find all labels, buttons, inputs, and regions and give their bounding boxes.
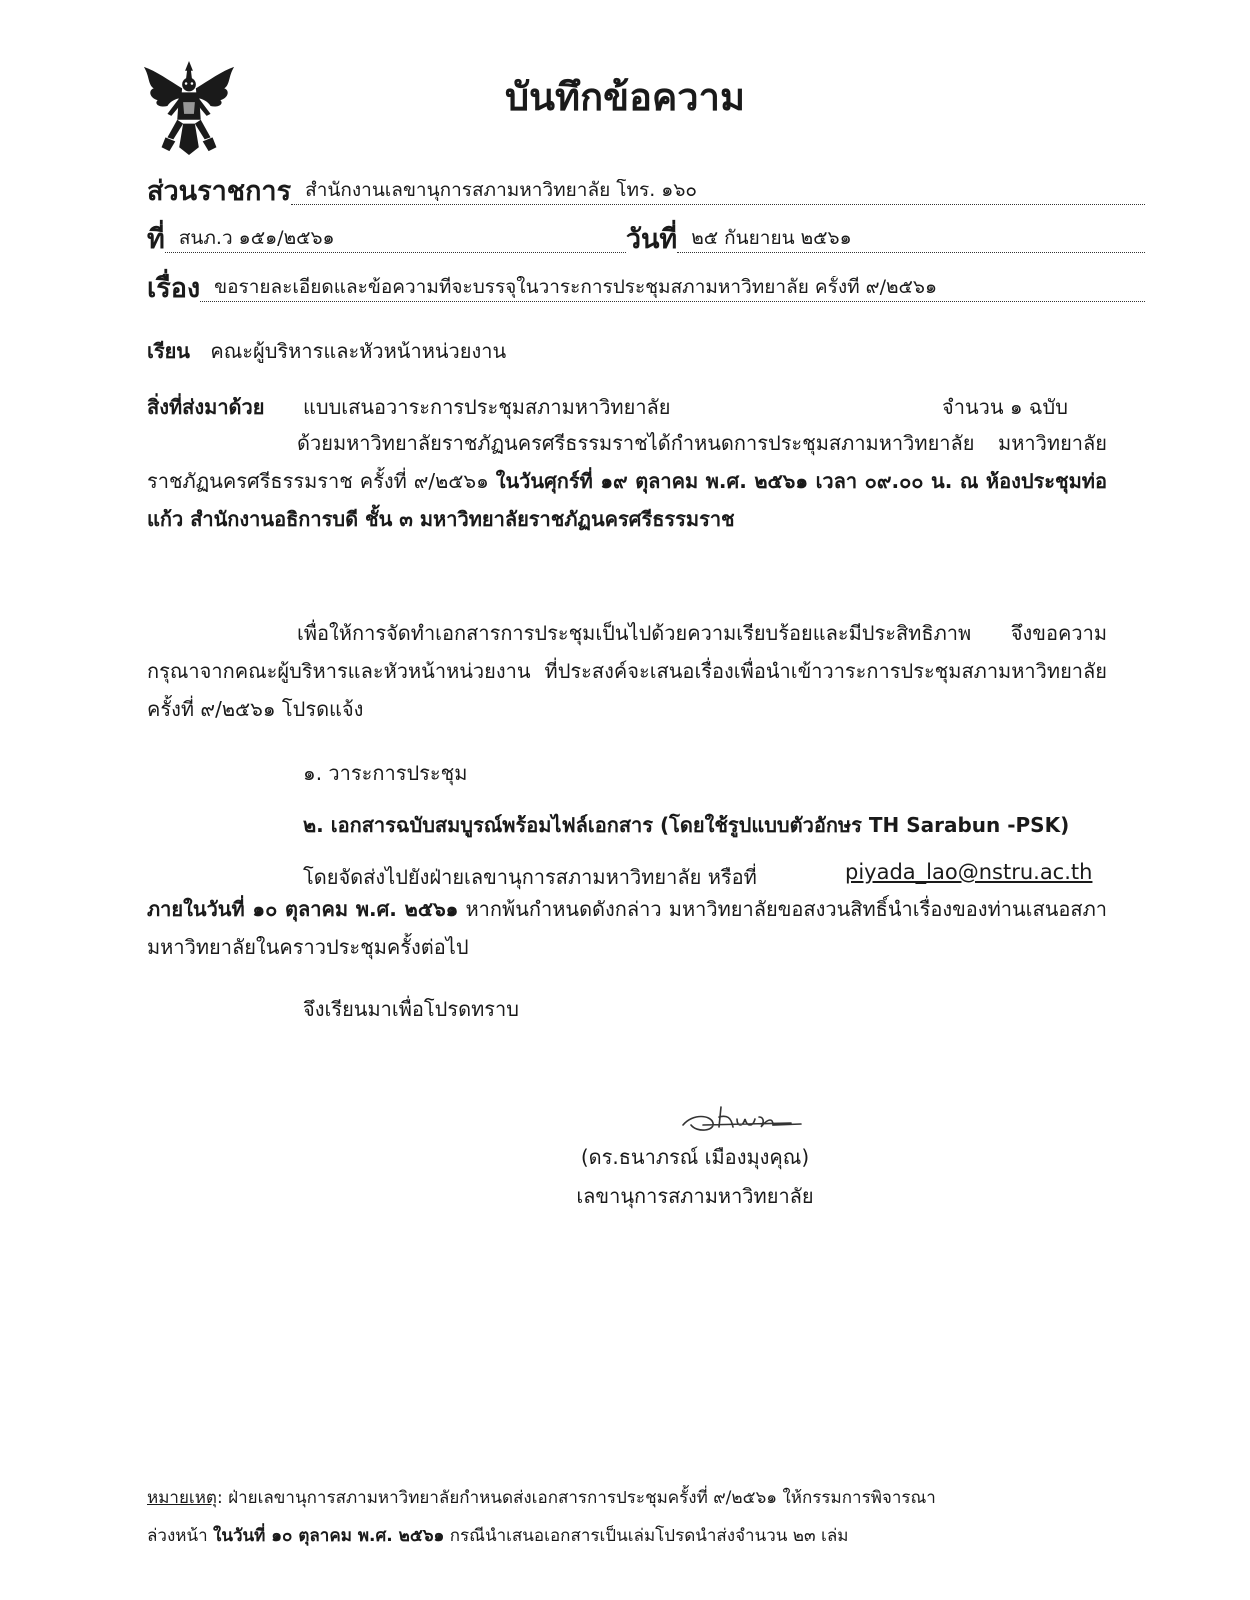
footnote-line1-text: : ฝ่ายเลขานุการสภามหาวิทยาลัยกำหนดส่งเอกสารการประชุมครั้งที่ ๙/๒๕๖๑ ให้กรรมการพิจารณา (216, 1488, 936, 1508)
salutation-label: เรียน (147, 339, 190, 363)
ref-label: ที่ (147, 224, 165, 255)
signatory-name: (ดร.ธนาภรณ์ เมืองมุงคุณ) (580, 1145, 810, 1169)
salutation-value: คณะผู้บริหารและหัวหน้าหน่วยงาน (210, 339, 507, 363)
email-link[interactable]: piyada_lao@nstru.ac.th (845, 860, 1093, 884)
list-item-2: ๒. เอกสารฉบับสมบูรณ์พร้อมไฟล์เอกสาร (โดยใช้รูปแบบตัวอักษร TH Sarabun -PSK) (303, 813, 1070, 837)
body-p1-bold: ในวันศุกร์ที่ ๑๙ ตุลาคม พ.ศ. ๒๕๖๑ เวลา ๐๙.๐๐ น. ณ ห้องประชุมท่อแก้ว สำนักงานอธิการบดี ชั้น ๓ มหาวิทยาลัยราชภัฏนครศรีธรรมราช (147, 469, 1107, 531)
signatory-position: เลขานุการสภามหาวิทยาลัย (576, 1184, 814, 1208)
subject-label: เรื่อง (147, 273, 201, 304)
body-p1-normal: ด้วยมหาวิทยาลัยราชภัฏนครศรีธรรมราชได้กำหนดการประชุมสภามหาวิทยาลัย มหาวิทยาลัยราชภัฏนครศรีธรรมราช ครั้งที่ ๙/๒๕๖๑ (147, 431, 1107, 493)
footnote-line2-rest: กรณีนำเสนอเอกสารเป็นเล่มโปรดนำส่งจำนวน ๒๓ เล่ม (444, 1526, 849, 1546)
subject-value: ขอรายละเอียดและข้อความที่จะบรรจุในวาระการประชุมสภามหาวิทยาลัย ครั้งที่ ๙/๒๕๖๑ (200, 276, 1145, 302)
agency-value: สำนักงานเลขานุการสภามหาวิทยาลัย โทร. ๑๖๐ (291, 179, 1145, 205)
salutation (147, 335, 506, 367)
body-paragraph-1 (147, 424, 1107, 538)
body-p3-prefix: โดยจัดส่งไปยังฝ่ายเลขานุการสภามหาวิทยาลัย หรือที่ (303, 865, 757, 889)
footnote-line-1 (147, 1484, 936, 1511)
handwritten-signature (673, 1095, 823, 1140)
enclosure-value: แบบเสนอวาระการประชุมสภามหาวิทยาลัย (303, 395, 671, 419)
ref-value: สนภ.ว ๑๕๑/๒๕๖๑ (165, 227, 626, 253)
footnote-line-2 (147, 1522, 848, 1549)
memo-title: บันทึกข้อความ (504, 75, 746, 119)
enclosure-label: สิ่งที่ส่งมาด้วย (147, 395, 265, 419)
subject-row (147, 275, 1145, 302)
body-p3-bold: ภายในวันที่ ๑๐ ตุลาคม พ.ศ. ๒๕๖๑ (147, 897, 459, 921)
list-item-1: ๑. วาระการประชุม (303, 761, 468, 785)
agency-label: ส่วนราชการ (147, 176, 292, 207)
footnote-label: หมายเหตุ (147, 1488, 217, 1508)
footnote-line2-bold: ในวันที่ ๑๐ ตุลาคม พ.ศ. ๒๕๖๑ (213, 1526, 445, 1546)
agency-row (147, 178, 1145, 205)
body-p3-rest: หากพ้นกำหนดดังกล่าว มหาวิทยาลัยขอสงวนสิทธิ์นำเรื่องของท่านเสนอสภามหาวิทยาลัยในคราวประชุมครั้งต่อไป (147, 897, 1108, 959)
body-paragraph-2: เพื่อให้การจัดทำเอกสารการประชุมเป็นไปด้วยความเรียบร้อยและมีประสิทธิภาพ จึงขอความกรุณาจากคณะผู้บริหารและหัวหน้าหน่วยงาน ที่ประสงค์จะเสนอเรื่องเพื่อนำเข้าวาระการประชุมสภามหาวิทยาลัย ครั้งที่ ๙/๒๕๖๑ โปรดแจ้ง (147, 621, 1107, 721)
date-label: วันที่ (625, 224, 678, 255)
ref-date-row (147, 226, 1145, 253)
date-value: ๒๕ กันยายน ๒๕๖๑ (677, 227, 1145, 253)
footnote-line2-prefix: ล่วงหน้า (147, 1526, 214, 1546)
enclosure-count: จำนวน ๑ ฉบับ (942, 395, 1068, 419)
body-paragraph-3 (147, 890, 1107, 966)
closing-line: จึงเรียนมาเพื่อโปรดทราบ (303, 997, 519, 1021)
